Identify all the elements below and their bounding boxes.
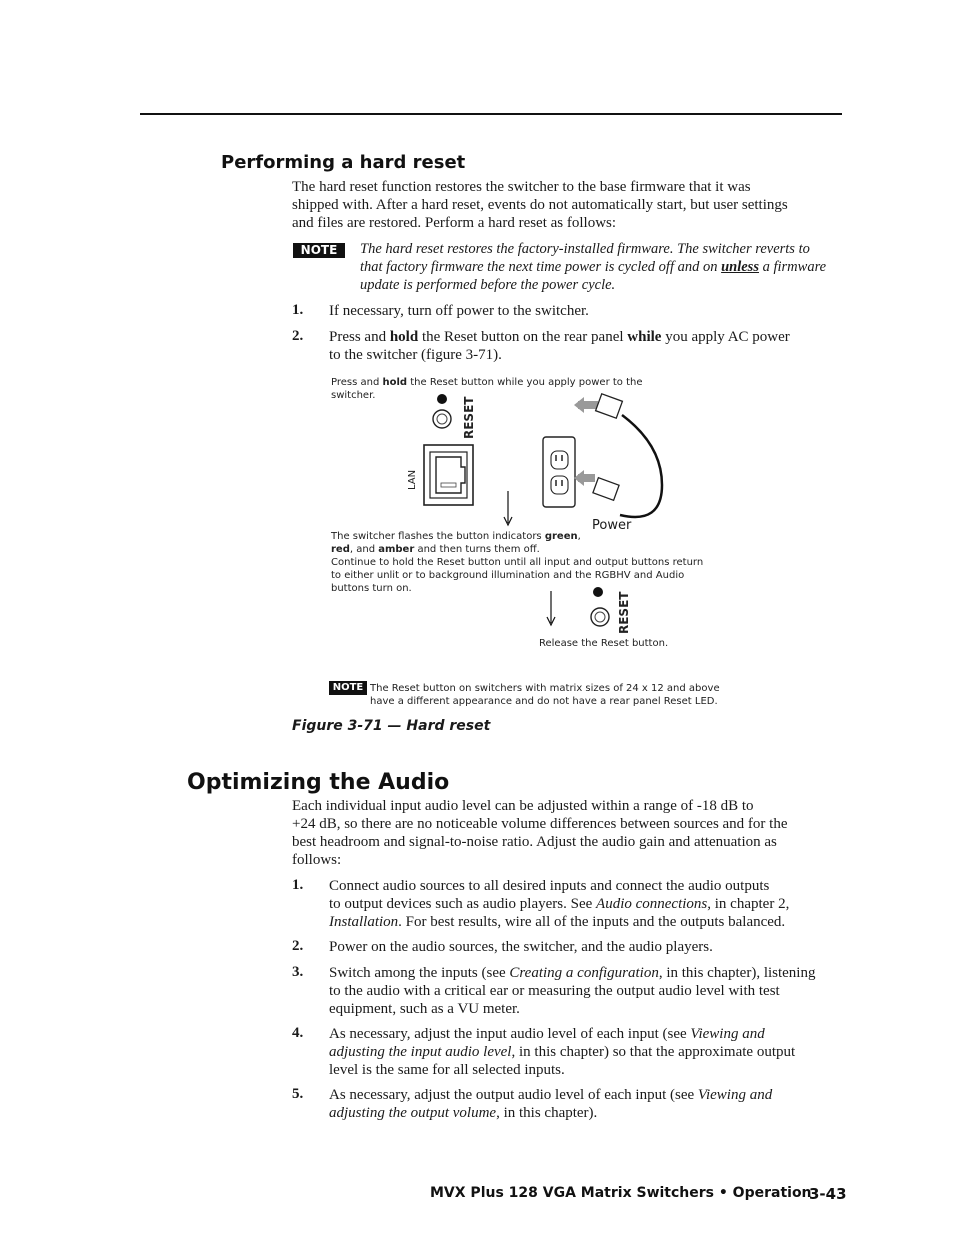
note-line: that factory firmware the next time power is cycled off and on unless a firmware [360, 259, 827, 275]
step-text: Press and hold the Reset button on the rear panel while you apply AC power to the switcher (figure 3-71). [329, 329, 790, 363]
page-number: 3-43 [809, 1185, 847, 1203]
lan-label: LAN [407, 469, 418, 490]
figure-note-text: The Reset button on switchers with matrix sizes of 24 x 12 and above have a different appearance and do not have a rear panel Reset LED. [370, 683, 720, 707]
power-label: Power [592, 518, 632, 533]
footer-title: MVX Plus 128 VGA Matrix Switchers • Operation [430, 1185, 812, 1201]
step-number: 1. [292, 302, 304, 318]
power-cord-icon [574, 394, 662, 517]
step-text: Connect audio sources to all desired inputs and connect the audio outputs to output devices such as audio players. See Audio connections, in chapter 2, Installation. For best results, wire all of the inputs and the outputs balanced. [329, 878, 790, 930]
figure-mid-text: The switcher flashes the button indicators green, red, and amber and then turns them off. Continue to hold the Reset button until all input and output buttons return to either unlit or to background illumination and the RGBHV and Audio buttons turn on. [331, 531, 704, 594]
intro-line: The hard reset function restores the switcher to the base firmware that it was [292, 179, 751, 195]
intro-line: and files are restored. Perform a hard reset as follows: [292, 215, 617, 231]
header-rule [140, 113, 842, 115]
reset-button-icon [591, 608, 609, 626]
audio-intro: Each individual input audio level can be adjusted within a range of -18 dB to +24 dB, so there are no noticeable volume differences between sources and for the best headroom and signal-to-noise ratio. Adjust the audio gain and attenuation as follows: [292, 798, 788, 868]
note-line: The hard reset restores the factory-installed firmware. The switcher reverts to [360, 241, 810, 257]
release-text: Release the Reset button. [539, 638, 669, 649]
note-badge: NOTE [293, 243, 345, 258]
step-number: 2. [292, 328, 304, 344]
hard-reset-intro [292, 178, 788, 232]
figure-note-badge: NOTE [329, 681, 367, 695]
step-text: As necessary, adjust the input audio level of each input (see Viewing and adjusting the input audio level, in this chapter) so that the approximate output level is the same for all selected inputs. [329, 1026, 796, 1078]
hard-reset-diagram [400, 385, 690, 645]
reset-label: RESET [462, 396, 476, 439]
note-line: update is performed before the power cycle. [360, 277, 616, 293]
reset-label: RESET [617, 591, 631, 634]
step-text: Power on the audio sources, the switcher, and the audio players. [329, 939, 713, 955]
step-number: 5. [292, 1086, 304, 1102]
step-number: 2. [292, 938, 304, 954]
intro-line: shipped with. After a hard reset, events do not automatically start, but user settings [292, 197, 788, 213]
figure-top-caption: Press and hold the Reset button while you apply power to the switcher. [331, 377, 643, 401]
section-heading-audio: Optimizing the Audio [187, 770, 450, 795]
reset-led-icon [437, 394, 447, 404]
step-number: 4. [292, 1025, 304, 1041]
figure-caption: Figure 3-71 — Hard reset [292, 718, 491, 734]
step-text: As necessary, adjust the output audio level of each input (see Viewing and adjusting the output volume, in this chapter). [329, 1087, 773, 1121]
step-text: If necessary, turn off power to the switcher. [329, 303, 589, 319]
wall-outlet-icon [543, 437, 575, 507]
step-number: 1. [292, 877, 304, 893]
lan-port-icon [424, 445, 473, 505]
step-number: 3. [292, 964, 304, 980]
step-text: Switch among the inputs (see Creating a configuration, in this chapter), listening to the audio with a critical ear or measuring the output audio level with test equipment, such as a VU meter. [329, 965, 816, 1017]
reset-button-icon [433, 410, 451, 428]
section-heading-hard-reset: Performing a hard reset [221, 152, 466, 173]
note-text [360, 240, 826, 294]
